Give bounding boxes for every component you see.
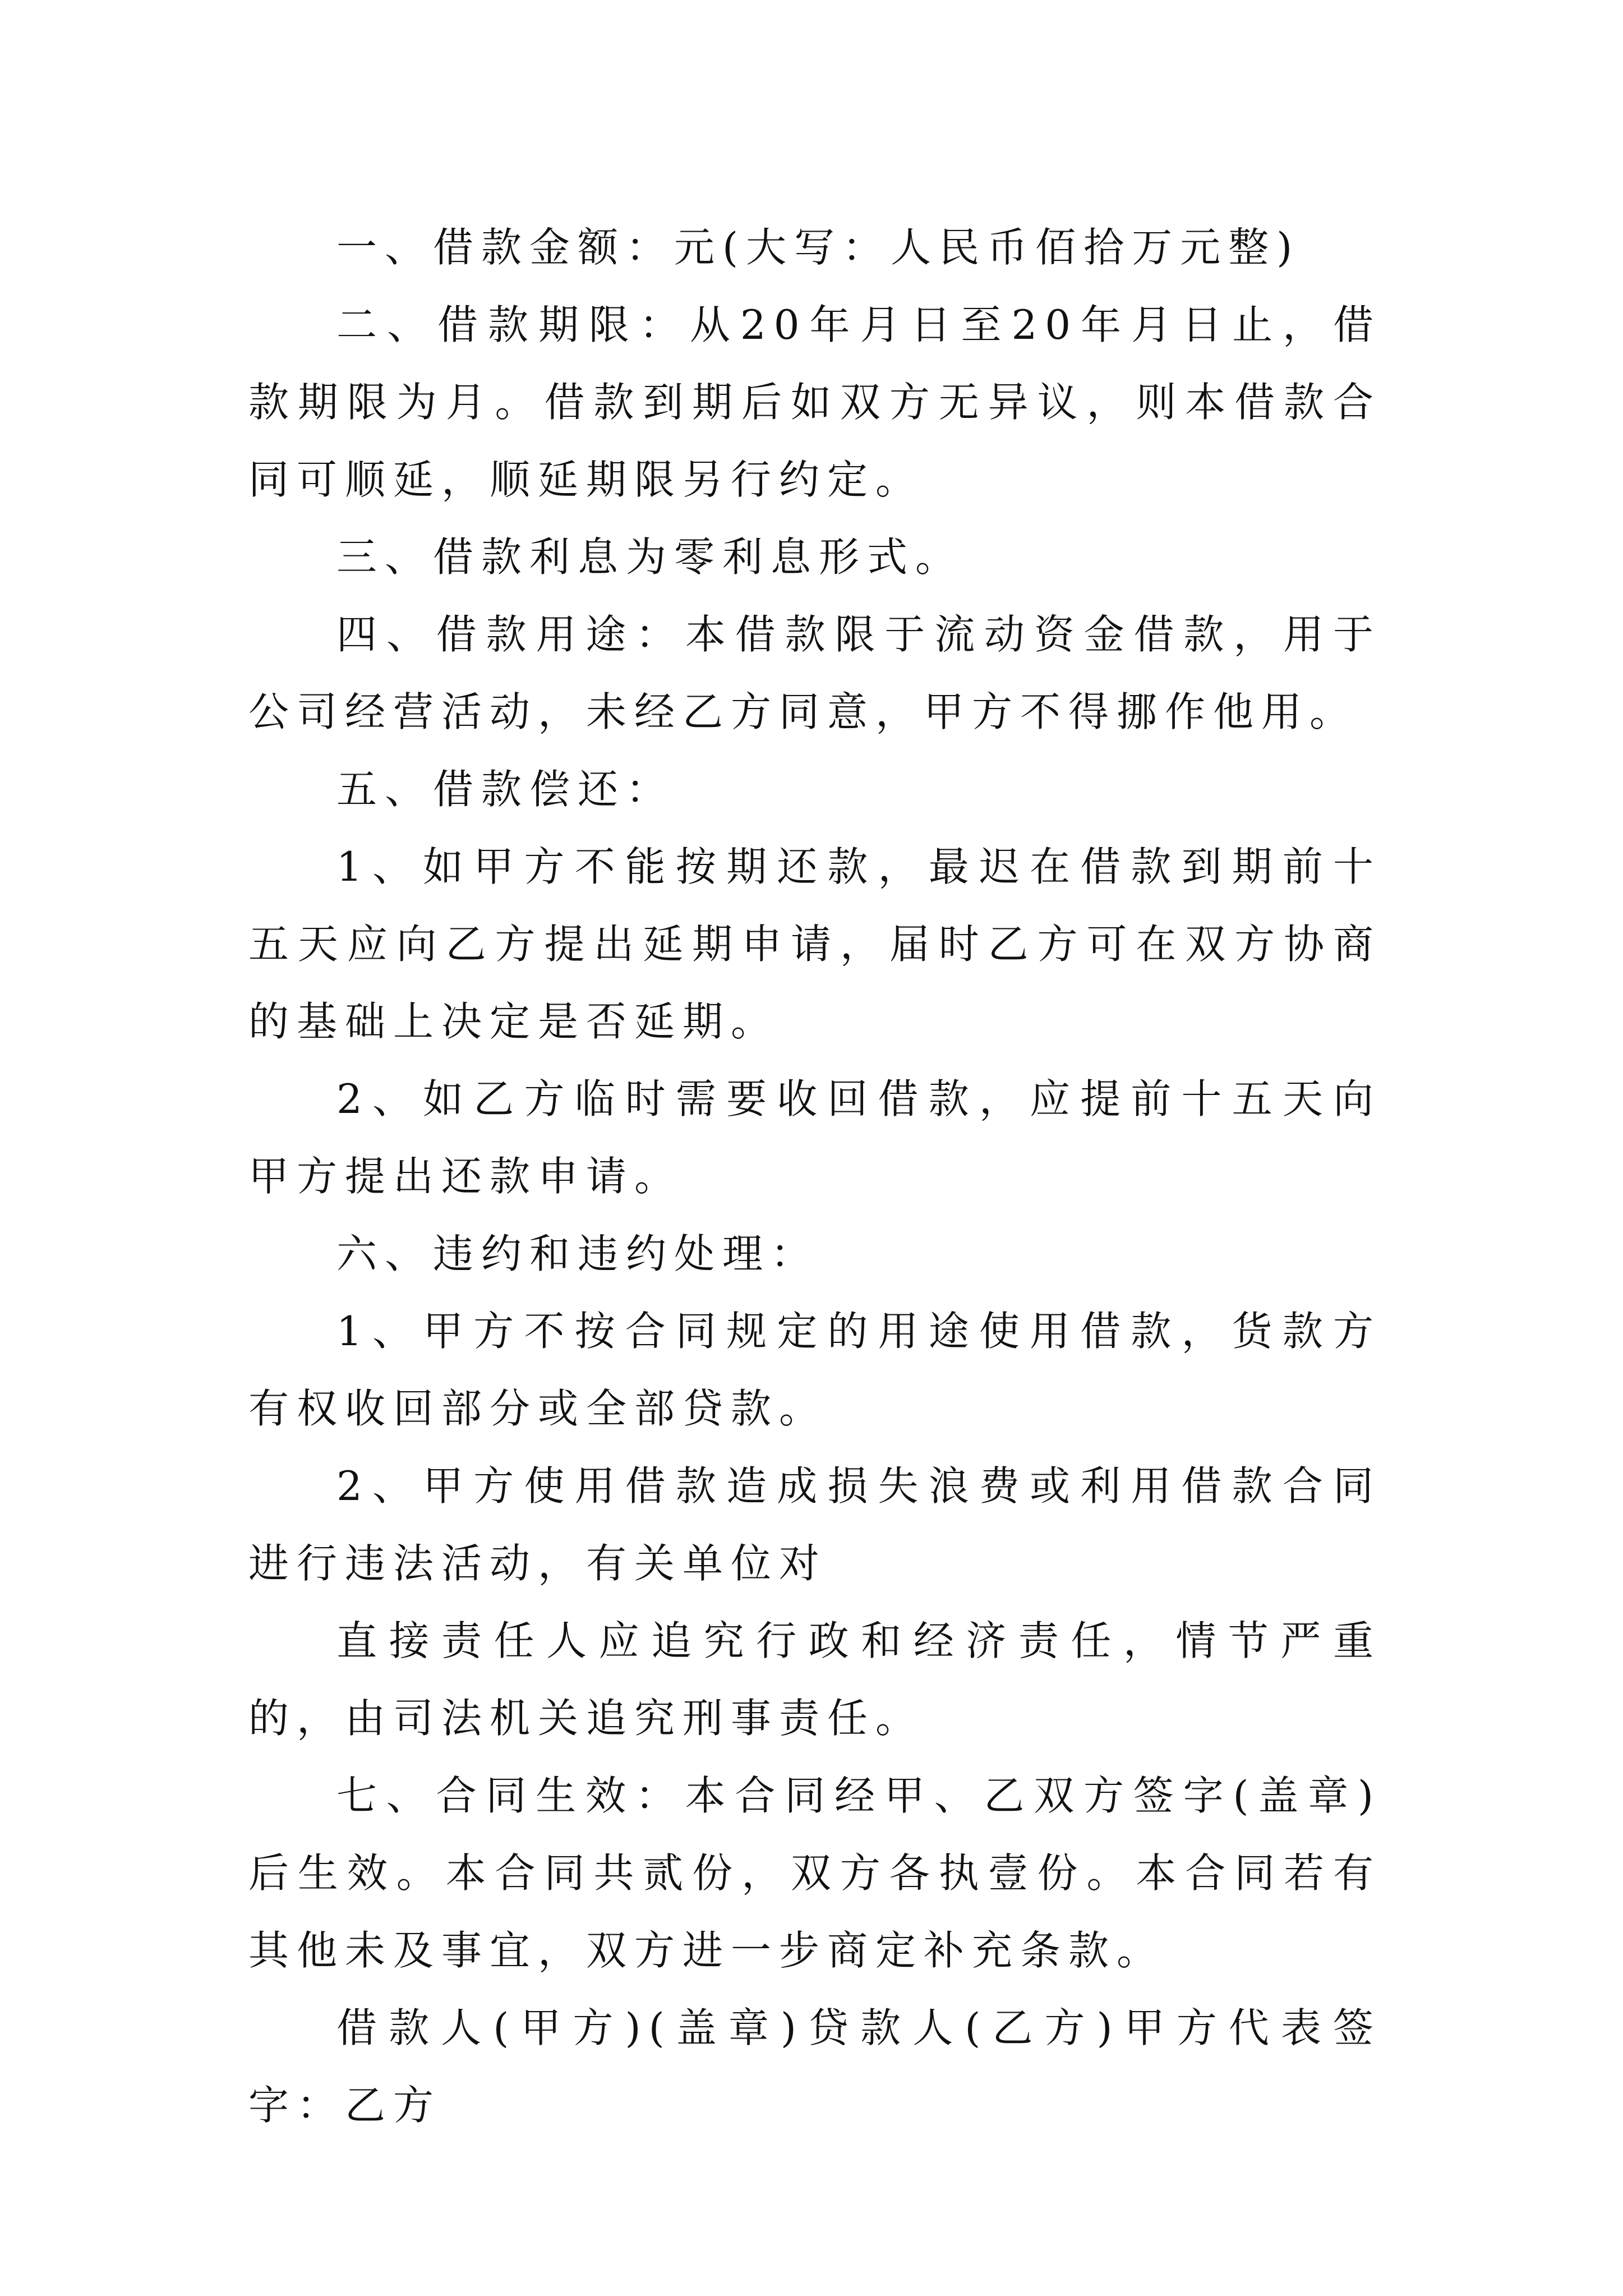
paragraph-repayment-heading: 五、借款偿还： (336, 766, 675, 813)
paragraph-signature-line: 借款人(甲方)(盖章)贷款人(乙方)甲方代表签字：乙方 (248, 2004, 1381, 2129)
paragraph-breach-item-1: 1、甲方不按合同规定的用途使用借款，货款方有权收回部分或全部贷款。 (248, 1308, 1381, 1432)
paragraph-breach-item-2-continued: 直接责任人应追究行政和经济责任，情节严重的，由司法机关追究刑事责任。 (248, 1617, 1381, 1742)
document-body (248, 209, 1381, 2144)
paragraph-loan-interest: 三、借款利息为零利息形式。 (336, 533, 964, 581)
paragraph-loan-purpose: 四、借款用途：本借款限于流动资金借款，用于公司经营活动，未经乙方同意，甲方不得挪作他用。 (248, 611, 1381, 735)
paragraph-repayment-item-1: 1、如甲方不能按期还款，最迟在借款到期前十五天应向乙方提出延期申请，届时乙方可在双方协商的基础上决定是否延期。 (248, 843, 1381, 1045)
paragraph-contract-effect: 七、合同生效：本合同经甲、乙双方签字(盖章)后生效。本合同共贰份，双方各执壹份。本合同若有其他未及事宜，双方进一步商定补充条款。 (248, 1772, 1381, 1974)
paragraph-loan-amount: 一、借款金额：元(大写：人民币佰拾万元整) (336, 224, 1301, 271)
paragraph-loan-term: 二、借款期限：从20年月日至20年月日止，借款期限为月。借款到期后如双方无异议，则本借款合同可顺延，顺延期限另行约定。 (248, 301, 1381, 503)
paragraph-breach-heading: 六、违约和违约处理： (336, 1230, 819, 1277)
paragraph-breach-item-2: 2、甲方使用借款造成损失浪费或利用借款合同进行违法活动，有关单位对 (248, 1462, 1381, 1587)
paragraph-repayment-item-2: 2、如乙方临时需要收回借款，应提前十五天向甲方提出还款申请。 (248, 1075, 1381, 1200)
